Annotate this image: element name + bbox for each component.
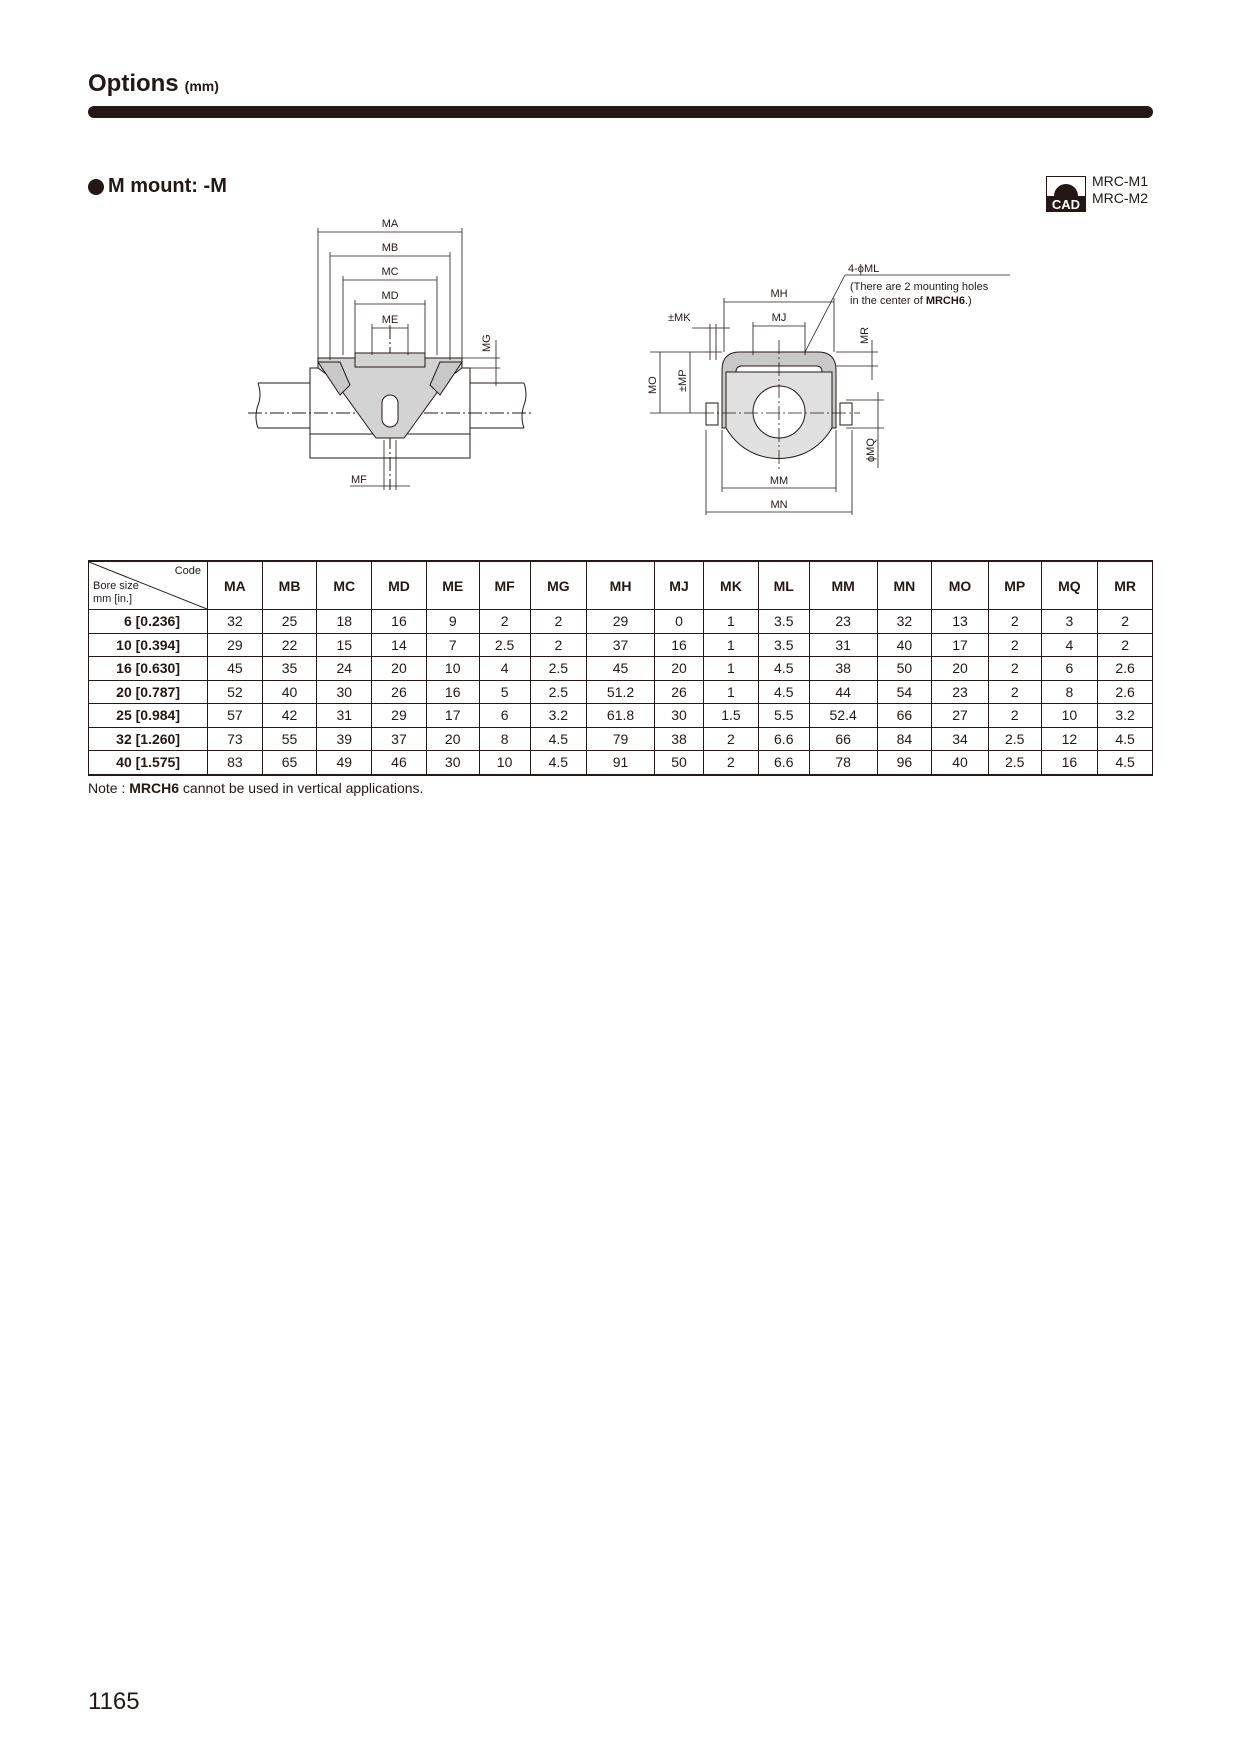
- note-prefix: Note :: [88, 780, 130, 796]
- table-cell: 4.5: [530, 727, 587, 751]
- table-cell: 23: [809, 610, 877, 634]
- table-cell: 5: [479, 680, 530, 704]
- bore-size-cell: 6 [0.236]: [89, 610, 208, 634]
- table-cell: 32: [877, 610, 932, 634]
- shaft-break-left: [256, 383, 260, 428]
- table-cell: 50: [654, 751, 703, 775]
- table-cell: 4.5: [758, 657, 809, 681]
- table-cell: 2: [1098, 610, 1153, 634]
- table-cell: 29: [372, 704, 427, 728]
- table-cell: 2: [704, 727, 759, 751]
- shaft-break-right: [522, 383, 526, 428]
- table-cell: 31: [317, 704, 372, 728]
- title-rule: [88, 106, 1153, 118]
- dim-label-mb: MB: [381, 242, 399, 254]
- ml-note-line1: (There are 2 mounting holes: [850, 281, 989, 293]
- dim-label-mm: MM: [769, 475, 789, 487]
- table-cell: 8: [1041, 680, 1098, 704]
- table-row: [89, 633, 1153, 657]
- table-cell: 61.8: [587, 704, 655, 728]
- dim-label-me: ME: [381, 314, 399, 326]
- column-header: MN: [877, 561, 932, 610]
- table-cell: 31: [809, 633, 877, 657]
- table-cell: 20: [372, 657, 427, 681]
- table-cell: 1: [704, 680, 759, 704]
- page-number: 1165: [88, 1688, 140, 1715]
- table-cell: 2: [1098, 633, 1153, 657]
- table-cell: 29: [208, 633, 263, 657]
- table-cell: 14: [372, 633, 427, 657]
- table-cell: 23: [932, 680, 989, 704]
- table-cell: 2.5: [988, 751, 1041, 775]
- section-heading: [88, 175, 227, 198]
- table-cell: 6.6: [758, 751, 809, 775]
- column-header: MG: [530, 561, 587, 610]
- bore-size-cell: 40 [1.575]: [89, 751, 208, 775]
- dim-label-mj: MJ: [771, 312, 787, 324]
- table-cell: 2: [988, 633, 1041, 657]
- column-header: MM: [809, 561, 877, 610]
- table-cell: 16: [372, 610, 427, 634]
- dim-label-ml: 4-ϕML: [848, 263, 880, 275]
- table-row: [89, 704, 1153, 728]
- note-text: cannot be used in vertical applications.: [179, 780, 424, 796]
- cad-codes: [1092, 173, 1148, 207]
- table-cell: 27: [932, 704, 989, 728]
- table-header-row: [89, 561, 1153, 610]
- bore-size-cell: 16 [0.630]: [89, 657, 208, 681]
- table-cell: 0: [654, 610, 703, 634]
- table-cell: 6.6: [758, 727, 809, 751]
- dim-label-mp: ±MP: [677, 369, 689, 392]
- ml-note-model: MRCH6: [925, 295, 965, 307]
- table-cell: 22: [262, 633, 317, 657]
- table-cell: 16: [654, 633, 703, 657]
- table-cell: 30: [426, 751, 479, 775]
- table-cell: 6: [1041, 657, 1098, 681]
- column-header: ML: [758, 561, 809, 610]
- table-cell: 37: [372, 727, 427, 751]
- table-cell: 1: [704, 657, 759, 681]
- dim-label-mr: MR: [859, 326, 871, 344]
- table-row: [89, 657, 1153, 681]
- table-cell: 84: [877, 727, 932, 751]
- column-header: MR: [1098, 561, 1153, 610]
- table-cell: 4.5: [758, 680, 809, 704]
- table-cell: 25: [262, 610, 317, 634]
- table-cell: 39: [317, 727, 372, 751]
- table-cell: 2.6: [1098, 680, 1153, 704]
- table-cell: 45: [208, 657, 263, 681]
- corner-code-label: Code: [174, 565, 201, 577]
- table-cell: 2: [988, 680, 1041, 704]
- table-cell: 45: [587, 657, 655, 681]
- table-cell: 8: [479, 727, 530, 751]
- bore-size-cell: 20 [0.787]: [89, 680, 208, 704]
- dim-label-mf: MF: [351, 474, 367, 486]
- column-header: MF: [479, 561, 530, 610]
- bore-size-cell: 10 [0.394]: [89, 633, 208, 657]
- bore-size-cell: 32 [1.260]: [89, 727, 208, 751]
- table-cell: 83: [208, 751, 263, 775]
- table-cell: 2.5: [988, 727, 1041, 751]
- table-cell: 50: [877, 657, 932, 681]
- table-cell: 66: [877, 704, 932, 728]
- front-view-drawing: [240, 215, 540, 495]
- column-header: MQ: [1041, 561, 1098, 610]
- table-cell: 16: [426, 680, 479, 704]
- column-header: MA: [208, 561, 263, 610]
- corner-bore-label: Bore size: [93, 580, 139, 592]
- table-cell: 73: [208, 727, 263, 751]
- column-header: MJ: [654, 561, 703, 610]
- table-cell: 9: [426, 610, 479, 634]
- dim-label-mc: MC: [381, 266, 399, 278]
- table-cell: 24: [317, 657, 372, 681]
- table-cell: 20: [932, 657, 989, 681]
- table-cell: 52: [208, 680, 263, 704]
- side-view-drawing: [640, 250, 1040, 515]
- table-row: [89, 727, 1153, 751]
- page-title: [88, 70, 219, 98]
- dim-label-mq: ϕMQ: [865, 438, 877, 462]
- table-cell: 1: [704, 633, 759, 657]
- cad-badge-text: CAD: [1051, 197, 1081, 212]
- section-title: M mount: -M: [108, 175, 227, 197]
- table-cell: 17: [426, 704, 479, 728]
- table-cell: 3.5: [758, 610, 809, 634]
- table-cell: 29: [587, 610, 655, 634]
- table-cell: 10: [426, 657, 479, 681]
- table-cell: 20: [654, 657, 703, 681]
- table-cell: 96: [877, 751, 932, 775]
- ml-note-suffix: .): [964, 295, 972, 307]
- table-cell: 3.5: [758, 633, 809, 657]
- table-cell: 66: [809, 727, 877, 751]
- table-cell: 4: [1041, 633, 1098, 657]
- table-cell: 16: [1041, 751, 1098, 775]
- corner-unit-label: mm [in.]: [93, 593, 133, 605]
- table-row: [89, 610, 1153, 634]
- table-cell: 78: [809, 751, 877, 775]
- dim-label-ma: MA: [381, 218, 399, 230]
- cad-code-2[interactable]: MRC-M2: [1092, 190, 1148, 206]
- title-unit: (mm): [184, 78, 219, 94]
- table-cell: 10: [479, 751, 530, 775]
- table-cell: 2: [988, 610, 1041, 634]
- table-row: [89, 751, 1153, 775]
- table-cell: 4.5: [1098, 727, 1153, 751]
- ml-note-line2: [850, 295, 972, 307]
- dim-label-mh: MH: [770, 288, 788, 300]
- dim-label-mo: MO: [647, 376, 659, 394]
- column-header: MB: [262, 561, 317, 610]
- table-cell: 38: [809, 657, 877, 681]
- table-cell: 42: [262, 704, 317, 728]
- table-cell: 30: [317, 680, 372, 704]
- table-cell: 3: [1041, 610, 1098, 634]
- table-cell: 6: [479, 704, 530, 728]
- table-cell: 2.6: [1098, 657, 1153, 681]
- table-cell: 40: [262, 680, 317, 704]
- table-cell: 79: [587, 727, 655, 751]
- table-cell: 2: [530, 633, 587, 657]
- dimension-table: [88, 560, 1153, 776]
- table-cell: 1.5: [704, 704, 759, 728]
- table-cell: 40: [932, 751, 989, 775]
- cad-code-1[interactable]: MRC-M1: [1092, 173, 1148, 189]
- column-header: MO: [932, 561, 989, 610]
- table-cell: 55: [262, 727, 317, 751]
- footnote: [88, 780, 423, 796]
- column-header: MD: [372, 561, 427, 610]
- table-cell: 5.5: [758, 704, 809, 728]
- table-cell: 13: [932, 610, 989, 634]
- dim-label-mn: MN: [770, 499, 788, 511]
- table-cell: 38: [654, 727, 703, 751]
- table-cell: 26: [654, 680, 703, 704]
- column-header: ME: [426, 561, 479, 610]
- table-cell: 4.5: [1098, 751, 1153, 775]
- table-cell: 40: [877, 633, 932, 657]
- table-cell: 91: [587, 751, 655, 775]
- dim-label-md: MD: [381, 290, 399, 302]
- table-cell: 51.2: [587, 680, 655, 704]
- table-cell: 32: [208, 610, 263, 634]
- table-cell: 17: [932, 633, 989, 657]
- table-cell: 2.5: [479, 633, 530, 657]
- table-cell: 30: [654, 704, 703, 728]
- bullet-icon: [88, 179, 104, 195]
- table-cell: 37: [587, 633, 655, 657]
- cad-icon[interactable]: [1046, 176, 1086, 212]
- table-cell: 54: [877, 680, 932, 704]
- table-cell: 3.2: [1098, 704, 1153, 728]
- column-header: MC: [317, 561, 372, 610]
- column-header: MP: [988, 561, 1041, 610]
- table-cell: 2: [479, 610, 530, 634]
- table-cell: 4: [479, 657, 530, 681]
- table-row: [89, 680, 1153, 704]
- table-cell: 2: [704, 751, 759, 775]
- table-cell: 20: [426, 727, 479, 751]
- table-cell: 49: [317, 751, 372, 775]
- table-cell: 2: [988, 657, 1041, 681]
- table-corner-cell: [89, 561, 208, 610]
- table-cell: 2: [530, 610, 587, 634]
- table-cell: 46: [372, 751, 427, 775]
- table-cell: 65: [262, 751, 317, 775]
- table-cell: 26: [372, 680, 427, 704]
- bore-size-cell: 25 [0.984]: [89, 704, 208, 728]
- table-cell: 52.4: [809, 704, 877, 728]
- table-cell: 34: [932, 727, 989, 751]
- title-text: Options: [88, 70, 179, 97]
- ml-note-text: in the center of: [850, 295, 926, 307]
- table-cell: 3.2: [530, 704, 587, 728]
- dim-label-mk: ±MK: [668, 312, 691, 324]
- table-cell: 18: [317, 610, 372, 634]
- table-cell: 2: [988, 704, 1041, 728]
- column-header: MK: [704, 561, 759, 610]
- table-body: [89, 610, 1153, 775]
- note-model: MRCH6: [129, 780, 180, 796]
- table-cell: 57: [208, 704, 263, 728]
- table-cell: 7: [426, 633, 479, 657]
- table-cell: 1: [704, 610, 759, 634]
- table-cell: 35: [262, 657, 317, 681]
- dim-label-mg: MG: [481, 334, 493, 352]
- table-cell: 15: [317, 633, 372, 657]
- mount-top-plate: [355, 353, 425, 367]
- table-cell: 2.5: [530, 657, 587, 681]
- table-cell: 44: [809, 680, 877, 704]
- table-cell: 2.5: [530, 680, 587, 704]
- table-cell: 10: [1041, 704, 1098, 728]
- table-cell: 4.5: [530, 751, 587, 775]
- table-cell: 12: [1041, 727, 1098, 751]
- column-header: MH: [587, 561, 655, 610]
